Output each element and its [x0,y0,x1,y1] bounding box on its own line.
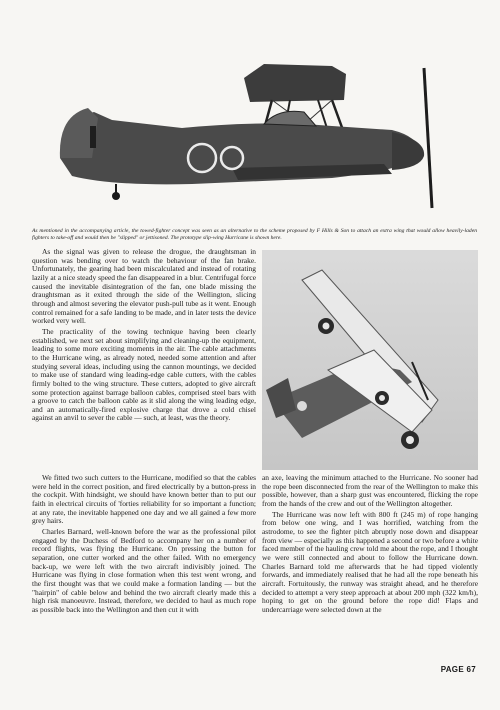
paragraph: As the signal was given to release the drogue, the draughtsman in question was bending over to watch the behaviour of the fan brake. Unfortunately, the gearing had been miscalculated and instead of rotating lazily at a nice steady speed the fan disappeared in a blur. Centrifugal force caused the inevitable disintegration of the fan, one blade missing the draughtsman as it exited through the side of the Wellington, slicing through and almost severing the elevator push-pull tube as it went. Enough control remained for a safe landing to be made, and in later tests the device worked very well. [32,247,256,326]
article-column-left-top [32,248,256,425]
paragraph: We fitted two such cutters to the Hurricane, modified so that the cables were held in the correct position, and fired electrically by a button-press in the cockpit. With hindsight, we should have known better than to put our faith in electrical circuits of 'forties reliability for so important a function; at any rate, the inevitable happened one day and we all gained a few more grey hairs. [32,473,256,526]
paragraph: The practicality of the towing technique having been clearly established, we next set about simplifying and cleaning-up the equipment, leading to some more exciting moments in the air. The cable attachments to the Hurricane wing, as already noted, needed some attention and after studying several ideas, including using the cannon mountings, we decided to make use of standard wing leading-edge cable cutters, with the cables firmly bolted to the wing structure. These cutters, adopted to give aircraft some protection against barrage balloon cables, comprised steel bars with a groove to catch the balloon cable as it slid along the wing leading edge, and an automatically-fired explosive charge that drove a cold chisel against an anvil to sever the cable — such, at least, was the theory. [32,326,256,423]
page-number: PAGE 67 [440,665,476,674]
slip-wing-hurricane-photo [32,8,488,226]
paragraph: The Hurricane was now left with 800 ft (245 m) of rope hanging from below one wing, and I was horrified, watching from the astrodome, to see the fighter pitch abruptly nose down and disappear from view — especially as this happened a second or two before a white faced member of the hauling crew told me about the rope, and I thought we were still connected and about to follow the Hurricane down. Charles Barnard told me afterwards that he had tipped violently forwards, and immediately realised that he had all the rope beneath his aircraft. Fortuitously, the runway was straight ahead, and he therefore decided to attempt a very steep approach at about 200 mph (322 km/h), hoping to get on the ground before the rope did! Flaps and undercarriage were selected down at the [262,509,478,614]
paragraph: Charles Barnard, well-known before the war as the professional pilot engaged by the Duchess of Bedford to accompany her on a number of record flights, was flying the Hurricane. On pressing the button for separation, one cutter worked and the other failed. With no emergency back-up, we were left with the two aircraft indivisibly joined. The Hurricane was flying in close formation when this test went wrong, and the first thought was that we could make a formation landing — but the "hairpin" of cable below and behind the two aircraft clearly made this a high risk manoeuvre. Instead, therefore, we decided to haul as much rope as possible back into the Wellington and then cut it with [32,526,256,614]
photo-caption: As mentioned in the accompanying article, the towed-fighter concept was seen as an alternative to the scheme proposed by F Hills & Son to attach an extra wing that would allow heavily-laden fighters to take-off and would then be "slipped" or jettisoned. The prototype slip-wing Hurricane is shown here. [32,228,477,242]
paragraph: an axe, leaving the minimum attached to the Hurricane. No sooner had the rope been disconnected from the rear of the Wellington to make this possible, however, than a sharp gust was encountered, flicking the rope from the hands of the crew and out of the Wellington altogether. [262,473,478,508]
article-column-left-bottom [32,474,256,617]
hurricane-in-flight-photo [262,250,478,470]
article-column-right-bottom [262,474,478,617]
